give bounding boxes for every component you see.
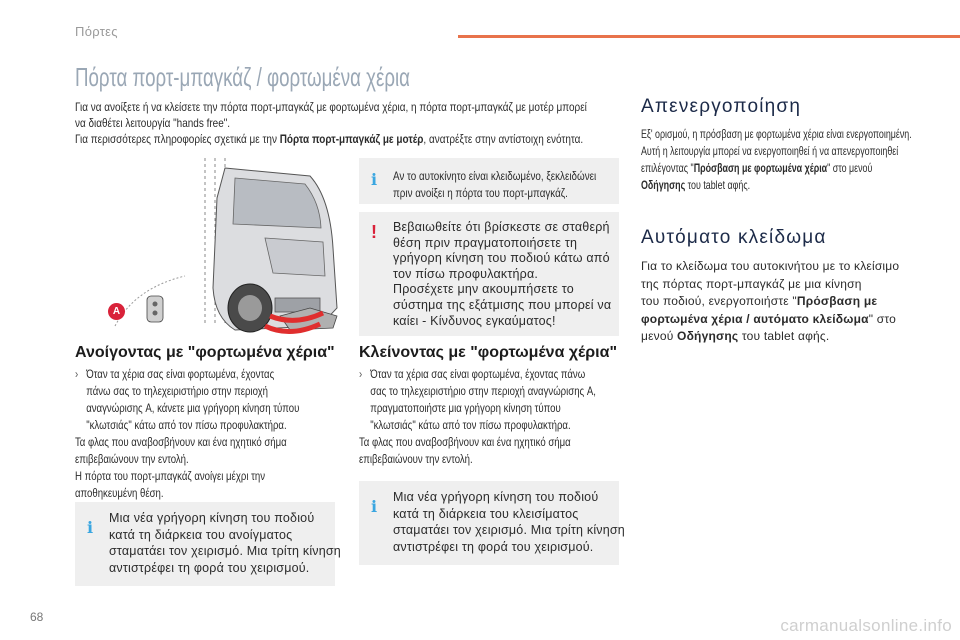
tailgate-illustration (75, 158, 347, 336)
info-icon: i (87, 518, 94, 537)
info-box-closing (359, 481, 625, 565)
intro-link-text: Πόρτα πορτ-μπαγκάζ με μοτέρ (279, 132, 424, 146)
header-rule (458, 35, 960, 38)
deactivation-heading: Απενεργοποίηση (641, 96, 802, 117)
exclamation-icon: ! (371, 222, 377, 242)
opening-body: › Όταν τα χέρια σας είναι φορτωμένα, έχοντας πάνω σας το τηλεχειριστήριο στην περιοχή αναγνώρισης A, κάνετε μια γρήγορη κίνηση τύπου "κλωτσιάς" κάτω από τον πίσω προφυλακτήρα. Τα φλας που αναβοσβήνουν και ένα ηχητικό σήμα επιβεβαιώνουν την εντολή. Η πόρτα του πορτ-μπαγκάζ ανοίγει μέχρι την αποθηκευμένη θέση. (75, 367, 300, 500)
info-text: Αν το αυτοκίνητο είναι κλειδωμένο, ξεκλειδώνει πριν ανοίξει η πόρτα του πορτ-μπαγκάζ. (393, 169, 597, 200)
intro-line: Για να ανοίξετε ή να κλείσετε την πόρτα πορτ-μπαγκάζ με φορτωμένα χέρια, η πόρτα πορτ-μπαγκάζ με μοτέρ μπορεί (75, 100, 587, 114)
info-box-locked (359, 158, 619, 204)
info-icon: i (371, 497, 378, 516)
page-number: 68 (30, 610, 44, 624)
closing-heading: Κλείνοντας με "φορτωμένα χέρια" (359, 344, 618, 361)
intro-text (75, 99, 623, 147)
autolock-body: Για το κλείδωμα του αυτοκινήτου με το κλείσιμο της πόρτας πορτ-μπαγκάζ με μια κίνηση του ποδιού, ενεργοποιήστε "Πρόσβαση με φορτωμένα χέρια / αυτόματο κλείδωμα" στο μενού Οδήγησης του tablet αφής. (641, 259, 900, 343)
info-box-opening (75, 502, 341, 586)
autolock-heading: Αυτόματο κλείδωμα (641, 227, 827, 248)
info-text: Μια νέα γρήγορη κίνηση του ποδιού κατά τη διάρκεια του κλεισίματος σταματάει τον χειρισμό. Μια τρίτη κίνηση αντιστρέφει τη φορά του χειρισμού. (393, 490, 625, 554)
intro-line: να διαθέτει λειτουργία "hands free". (75, 116, 231, 130)
bullet-item: › Όταν τα χέρια σας είναι φορτωμένα, έχοντας (75, 367, 275, 381)
bullet-item: › Όταν τα χέρια σας είναι φορτωμένα, έχοντας πάνω (359, 367, 586, 381)
zone-a-badge: A (108, 303, 125, 320)
info-icon: i (371, 170, 378, 189)
section-label: Πόρτες (75, 24, 118, 39)
warning-box (359, 212, 619, 336)
deactivation-body: Εξ' ορισμού, η πρόσβαση με φορτωμένα χέρια είναι ενεργοποιημένη. Αυτή η λειτουργία μπορεί να ενεργοποιηθεί ή να απενεργοποιηθεί επιλέγοντας "Πρόσβαση με φορτωμένα χέρια" στο μενού Οδήγησης του tablet αφής. (641, 127, 912, 192)
opening-heading: Ανοίγοντας με "φορτωμένα χέρια" (75, 344, 335, 361)
watermark: carmanualsonline.info (780, 616, 952, 635)
closing-body: › Όταν τα χέρια σας είναι φορτωμένα, έχοντας πάνω σας το τηλεχειριστήριο στην περιοχή αναγνώρισης A, πραγματοποιήστε μια γρήγορη κίνηση τύπου "κλωτσιάς" κάτω από τον πίσω προφυλακτήρα. Τα φλας που αναβοσβήνουν και ένα ηχητικό σήμα επιβεβαιώνουν την εντολή. (359, 367, 596, 466)
warning-text: Βεβαιωθείτε ότι βρίσκεστε σε σταθερή θέση πριν πραγματοποιήσετε τη γρήγορη κίνηση του ποδιού κάτω από τον πίσω προφυλακτήρα. Προσέχετε μην ακουμπήσετε το σύστημα της εξάτμισης που μπορεί να καίει - Κίνδυνος εγκαύματος! (393, 220, 612, 328)
info-text: Μια νέα γρήγορη κίνηση του ποδιού κατά τη διάρκεια του ανοίγματος σταματάει τον χειρισμό. Μια τρίτη κίνηση αντιστρέφει τη φορά του χειρισμού. (109, 511, 341, 575)
intro-line: Για περισσότερες πληροφορίες σχετικά με την Πόρτα πορτ-μπαγκάζ με μοτέρ, ανατρέξτε στην αντίστοιχη ενότητα. (75, 132, 584, 146)
page-title: Πόρτα πορτ-μπαγκάζ / φορτωμένα χέρια (75, 62, 410, 92)
